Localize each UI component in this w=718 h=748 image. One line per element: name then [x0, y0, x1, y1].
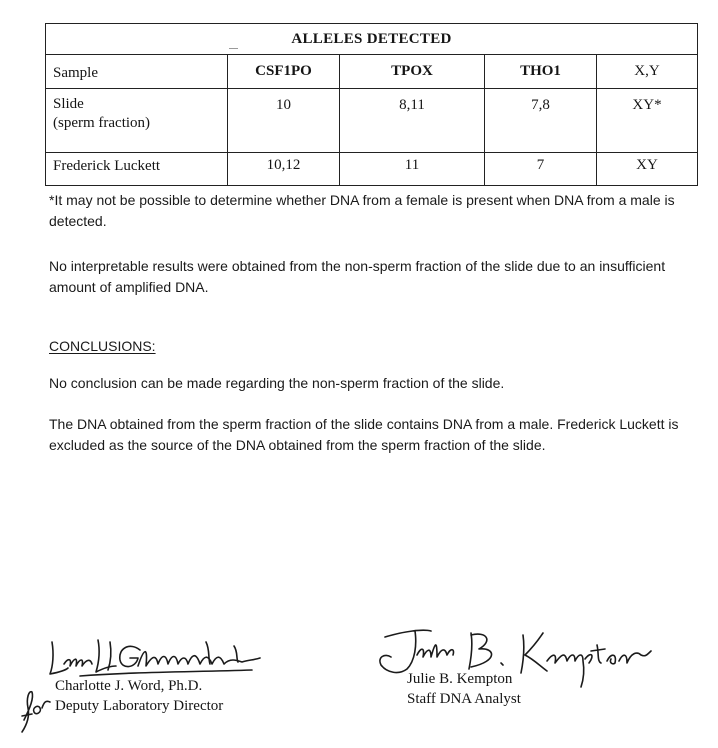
csf1po-value: 10,12: [228, 153, 340, 186]
sample-name: Frederick Luckett: [46, 153, 228, 186]
xy-value: XY*: [597, 89, 698, 153]
tho1-value: 7,8: [485, 89, 597, 153]
column-header-tpox: TPOX: [340, 55, 485, 89]
table-row: [46, 89, 698, 153]
conclusion-item: The DNA obtained from the sperm fraction of the slide contains DNA from a male. Frederick Luckett is excluded as the source of the DNA obtained from the sperm fraction of the slide.: [49, 416, 679, 453]
table-title: ALLELES DETECTED: [46, 24, 698, 55]
signatory-name: Julie B. Kempton: [407, 671, 513, 687]
column-header-csf1po: CSF1PO: [228, 55, 340, 89]
sample-name: Slide: [53, 96, 84, 112]
csf1po-value: 10: [228, 89, 340, 153]
signature-block-right: [407, 669, 521, 709]
alleles-table: [45, 23, 698, 186]
column-header-sample: Sample: [46, 55, 228, 89]
conclusion-item: No conclusion can be made regarding the non-sperm fraction of the slide.: [49, 375, 505, 391]
tpox-value: 8,11: [340, 89, 485, 153]
footnote: *It may not be possible to determine whether DNA from a female is present when DNA from a male is detected.: [49, 192, 675, 229]
column-header-xy: X,Y: [597, 55, 698, 89]
signatory-name: Charlotte J. Word, Ph.D.: [55, 678, 203, 694]
tpox-value: 11: [340, 153, 485, 186]
conclusions-heading: CONCLUSIONS:: [49, 338, 156, 354]
table-row: [46, 153, 698, 186]
signatory-title: Deputy Laboratory Director: [55, 698, 224, 714]
sample-cell: [46, 89, 228, 153]
no-results-note: No interpretable results were obtained from the non-sperm fraction of the slide due to an insufficient amount of amplified DNA.: [49, 258, 666, 295]
column-header-tho1: THO1: [485, 55, 597, 89]
xy-value: XY: [597, 153, 698, 186]
signature-block-left: [55, 676, 223, 716]
sample-subtitle: (sperm fraction): [53, 115, 151, 131]
signatory-title: Staff DNA Analyst: [407, 691, 521, 707]
tho1-value: 7: [485, 153, 597, 186]
table-header-row: [46, 55, 698, 89]
